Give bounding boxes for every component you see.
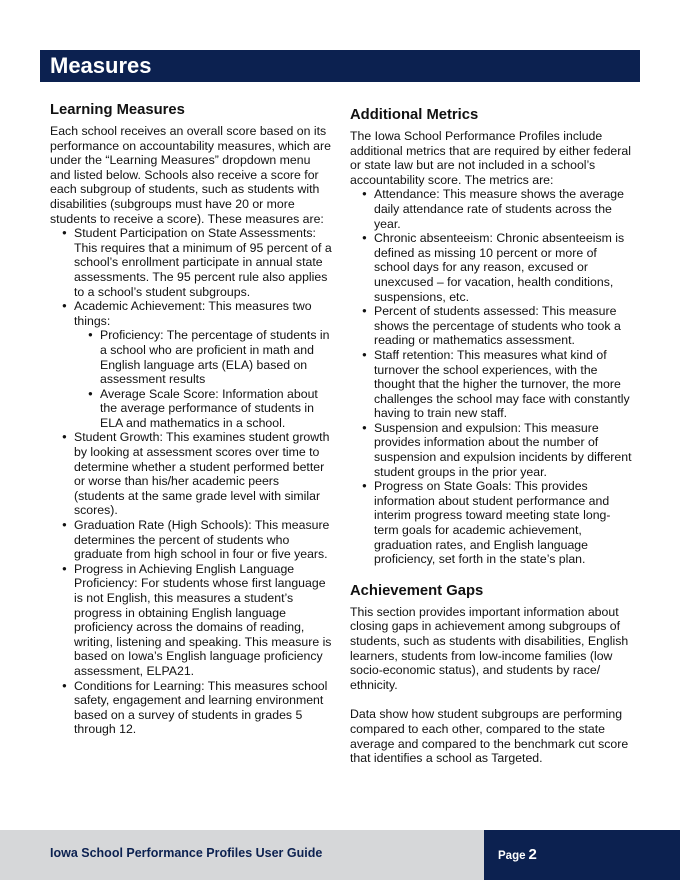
learning-measures-heading: Learning Measures [50, 102, 185, 118]
page-label: Page [498, 850, 526, 862]
list-item: ● Student Participation on State Assessments: This requires that a minimum of 95 percent of a school’s enrollment participate in annual state assessments. The 95 percent rule also applies to a school’s student subgroups. [62, 226, 332, 299]
list-item: ● Progress on State Goals: This provides information about student performance and interim progress toward meeting state long-term goals for academic achievement, graduation rates, and English language proficiency, set forth in the state’s plan. [362, 479, 632, 567]
achievement-gaps-para-2: Data show how student subgroups are performing compared to each other, compared to the state average and compared to the benchmark cut score that identifies a school as Targeted. [350, 707, 629, 766]
additional-metrics-list [362, 187, 632, 566]
footer-guide-title: Iowa School Performance Profiles User Guide [50, 846, 323, 860]
list-item: ● Staff retention: This measures what kind of turnover the school experiences, with the thought that the higher the turnover, the more challenges the school may face with constantly having to train new staff. [362, 348, 632, 421]
achievement-gaps-section [350, 582, 632, 766]
sub-list-item: ● Average Scale Score: Information about the average performance of students in ELA and mathematics in a school. [88, 387, 332, 431]
list-item: ● Chronic absenteeism: Chronic absenteeism is defined as missing 10 percent or more of school days for any reason, excused or unexcused – for vacation, health conditions, suspensions, etc. [362, 231, 632, 304]
academic-achievement-sublist [88, 328, 332, 430]
achievement-gaps-heading: Achievement Gaps [350, 582, 484, 599]
list-item: ● Graduation Rate (High Schools): This measure determines the percent of students who graduate from high school in four or five years. [62, 518, 332, 562]
additional-metrics-heading: Additional Metrics [350, 107, 479, 123]
additional-metrics-intro: The Iowa School Performance Profiles include additional metrics that are required by either federal or state law but are not included in a school’s accountability score. The metrics are: [350, 129, 631, 187]
list-item: ● Conditions for Learning: This measures school safety, engagement and learning environment based on a survey of students in grades 5 through 12. [62, 679, 332, 737]
page-number: 2 [528, 846, 537, 863]
page-indicator [498, 830, 537, 881]
learning-measures-intro: Each school receives an overall score based on its performance on accountability measures, which are under the “Learning Measures” dropdown menu and listed below. Schools also receive a score for each subgroup of students, such as students with disabilities (subgroups must have 20 or more students to receive a score). These measures are: [50, 124, 331, 226]
right-column [350, 106, 632, 766]
sub-list-item: ● Proficiency: The percentage of students in a school who are proficient in math and English language arts (ELA) based on assessment results [88, 328, 332, 386]
achievement-gaps-para-1: This section provides important information about closing gaps in achievement among subgroups of students, such as students with disabilities, English learners, students from low-income families (low socio-economic status), and students by race/ ethnicity. [350, 604, 629, 692]
list-item: ● Percent of students assessed: This measure shows the percentage of students who took a reading or mathematics assessment. [362, 304, 632, 348]
learning-measures-list [62, 226, 332, 737]
list-item: ● Suspension and expulsion: This measure provides information about the number of suspension and expulsion incidents by different student groups in the prior year. [362, 421, 632, 479]
list-item: ● Attendance: This measure shows the average daily attendance rate of students across the year. [362, 187, 632, 231]
learning-measures-column [50, 101, 332, 737]
footer-title-bar [0, 830, 484, 880]
list-item: ● Student Growth: This examines student growth by looking at assessment scores over time to determine whether a student performed better or worse than his/her academic peers (students at the same grade level with similar scores). [62, 430, 332, 518]
list-item: ● Progress in Achieving English Language Proficiency: For students whose first language is not English, this measures a student’s progress in obtaining English language proficiency across the domains of reading, writing, listening and speaking. This measure is based on Iowa’s English language proficiency assessment, ELPA21. [62, 562, 332, 679]
page-title-banner [40, 50, 640, 82]
footer-page-box [484, 830, 680, 880]
page-title: Measures [50, 53, 152, 78]
list-item: ● Academic Achievement: This measures two things: ● Proficiency: The percentage of students in a school who are proficient in math and English language arts (ELA) based on assessment results ● Average Scale Score: Information about the average performance of students in ELA and mathematics in a school. [62, 299, 332, 430]
